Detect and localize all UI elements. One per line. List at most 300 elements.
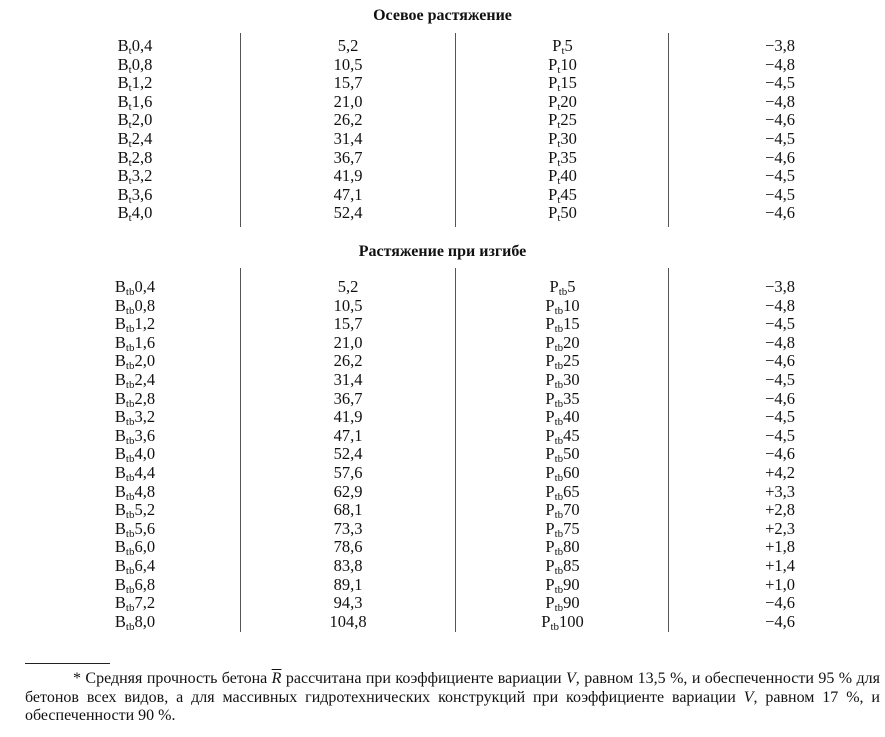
class-subscript: t bbox=[128, 45, 132, 57]
table-row bbox=[0, 427, 885, 446]
deviation: −4,5 bbox=[765, 166, 795, 186]
concrete-class bbox=[40, 464, 230, 483]
concrete-grade bbox=[465, 334, 660, 353]
grade-subscript: tb bbox=[554, 527, 564, 540]
class-value: 3,6 bbox=[134, 425, 156, 445]
class-subscript: tb bbox=[125, 304, 135, 317]
table-row bbox=[0, 297, 885, 316]
grade-letter: P bbox=[545, 555, 555, 575]
table-row bbox=[0, 576, 885, 595]
grade-subscript: t bbox=[557, 63, 561, 76]
grade-value: 40 bbox=[563, 407, 580, 427]
section-title-flexural-tension: Растяжение при изгибе bbox=[358, 243, 527, 260]
grade-subscript: t bbox=[557, 193, 561, 206]
deviation: +1,8 bbox=[765, 537, 795, 557]
mean-strength: 41,9 bbox=[333, 407, 363, 427]
concrete-grade bbox=[465, 130, 660, 149]
mean-strength: 41,9 bbox=[333, 166, 363, 186]
table-row bbox=[0, 483, 885, 502]
grade-value: 60 bbox=[563, 462, 580, 482]
grade-letter: P bbox=[545, 388, 555, 408]
grade-value: 50 bbox=[560, 203, 577, 223]
class-value: 0,4 bbox=[134, 277, 156, 296]
concrete-grade bbox=[465, 520, 660, 539]
deviation: −4,6 bbox=[765, 351, 795, 371]
grade-letter: P bbox=[545, 295, 555, 315]
grade-letter: P bbox=[545, 314, 555, 334]
grade-value: 90 bbox=[563, 593, 580, 613]
table-row bbox=[0, 613, 885, 632]
mean-strength: 15,7 bbox=[333, 314, 363, 334]
grade-letter: P bbox=[548, 203, 558, 223]
mean-strength: 36,7 bbox=[333, 147, 363, 167]
table-row bbox=[0, 390, 885, 409]
grade-subscript: t bbox=[557, 175, 561, 188]
class-value: 0,8 bbox=[134, 295, 156, 315]
grade-value: 30 bbox=[563, 369, 580, 389]
deviation: +2,3 bbox=[765, 518, 795, 538]
grade-value: 25 bbox=[560, 110, 577, 130]
concrete-grade bbox=[465, 408, 660, 427]
class-value: 3,6 bbox=[131, 184, 153, 204]
mean-strength: 31,4 bbox=[333, 128, 363, 148]
concrete-class bbox=[40, 520, 230, 539]
grade-subscript: tb bbox=[554, 602, 564, 615]
class-subscript: tb bbox=[125, 471, 135, 484]
class-value: 0,8 bbox=[131, 54, 153, 74]
table-row bbox=[0, 130, 885, 149]
grade-letter: P bbox=[545, 574, 555, 594]
deviation: −4,6 bbox=[765, 444, 795, 464]
class-letter: B bbox=[117, 54, 129, 74]
class-letter: B bbox=[117, 184, 129, 204]
mean-strength: 21,0 bbox=[333, 332, 363, 352]
concrete-grade bbox=[465, 315, 660, 334]
table-row bbox=[0, 93, 885, 112]
class-subscript: tb bbox=[125, 490, 135, 503]
footnote-text: , равном 17 %, и обеспеченности 90 %. bbox=[25, 688, 880, 724]
footnote-rule bbox=[25, 663, 110, 664]
concrete-grade bbox=[465, 352, 660, 371]
class-letter: B bbox=[114, 369, 126, 389]
grade-letter: P bbox=[545, 425, 555, 445]
mean-strength: 47,1 bbox=[333, 425, 363, 445]
class-subscript: t bbox=[128, 193, 132, 206]
class-value: 5,6 bbox=[134, 518, 156, 538]
mean-strength: 104,8 bbox=[329, 611, 367, 631]
concrete-class bbox=[40, 74, 230, 93]
grade-letter: P bbox=[545, 481, 555, 501]
concrete-grade bbox=[465, 297, 660, 316]
concrete-class bbox=[40, 557, 230, 576]
mean-strength: 94,3 bbox=[333, 593, 363, 613]
concrete-grade bbox=[465, 278, 660, 297]
class-value: 4,8 bbox=[134, 481, 156, 501]
concrete-class bbox=[40, 538, 230, 557]
grade-letter: P bbox=[548, 110, 558, 130]
concrete-grade bbox=[465, 464, 660, 483]
class-value: 6,0 bbox=[134, 537, 156, 557]
concrete-class bbox=[40, 93, 230, 112]
class-subscript: tb bbox=[125, 360, 135, 373]
class-value: 3,2 bbox=[134, 407, 156, 427]
grade-subscript: t bbox=[557, 156, 561, 169]
class-letter: B bbox=[114, 314, 126, 334]
class-subscript: t bbox=[128, 137, 132, 150]
table-row bbox=[0, 74, 885, 93]
class-value: 3,2 bbox=[131, 166, 153, 186]
class-value: 2,4 bbox=[131, 128, 153, 148]
table-row bbox=[0, 167, 885, 186]
concrete-class bbox=[40, 130, 230, 149]
class-letter: B bbox=[114, 500, 126, 520]
grade-subscript: tb bbox=[554, 453, 564, 466]
grade-subscript: tb bbox=[554, 509, 564, 522]
class-letter: B bbox=[114, 444, 126, 464]
class-letter: B bbox=[114, 295, 126, 315]
grade-value: 65 bbox=[563, 481, 580, 501]
concrete-class bbox=[40, 149, 230, 168]
concrete-grade bbox=[465, 37, 660, 56]
footnote-text: * Средняя прочность бетона bbox=[73, 670, 272, 687]
concrete-class bbox=[40, 594, 230, 613]
class-value: 2,0 bbox=[134, 351, 156, 371]
grade-subscript: tb bbox=[554, 416, 564, 429]
class-value: 1,6 bbox=[131, 91, 153, 111]
deviation: −4,8 bbox=[765, 295, 795, 315]
grade-letter: P bbox=[545, 593, 555, 613]
grade-subscript: t bbox=[557, 212, 561, 225]
grade-subscript: tb bbox=[554, 583, 564, 596]
grade-value: 25 bbox=[563, 351, 580, 371]
class-subscript: t bbox=[128, 63, 132, 76]
class-value: 6,4 bbox=[134, 555, 156, 575]
concrete-grade bbox=[465, 111, 660, 130]
deviation: +1,0 bbox=[765, 574, 795, 594]
deviation: −4,6 bbox=[765, 611, 795, 631]
mean-strength: 83,8 bbox=[333, 555, 363, 575]
class-value: 2,8 bbox=[131, 147, 153, 167]
grade-subscript: t bbox=[557, 137, 561, 150]
concrete-class bbox=[40, 278, 230, 297]
mean-strength: 31,4 bbox=[333, 369, 363, 389]
grade-value: 70 bbox=[563, 500, 580, 520]
class-subscript: t bbox=[128, 175, 132, 188]
concrete-grade bbox=[465, 149, 660, 168]
footnote bbox=[25, 670, 880, 726]
class-letter: B bbox=[117, 91, 129, 111]
mean-strength: 15,7 bbox=[333, 73, 363, 93]
concrete-grade bbox=[465, 501, 660, 520]
concrete-grade bbox=[465, 167, 660, 186]
deviation: −4,6 bbox=[765, 203, 795, 223]
class-value: 2,4 bbox=[134, 369, 156, 389]
class-letter: B bbox=[114, 462, 126, 482]
deviation: +4,2 bbox=[765, 462, 795, 482]
deviation: −4,5 bbox=[765, 73, 795, 93]
class-subscript: t bbox=[128, 100, 132, 113]
grade-subscript: tb bbox=[554, 378, 564, 391]
grade-letter: P bbox=[545, 500, 555, 520]
class-letter: B bbox=[114, 593, 126, 613]
grade-value: 100 bbox=[559, 611, 584, 631]
class-letter: B bbox=[114, 425, 126, 445]
concrete-class bbox=[40, 613, 230, 632]
class-value: 4,0 bbox=[134, 444, 156, 464]
class-subscript: tb bbox=[125, 602, 135, 615]
grade-value: 15 bbox=[560, 73, 577, 93]
class-subscript: t bbox=[128, 119, 132, 132]
class-letter: B bbox=[114, 332, 126, 352]
grade-subscript: t bbox=[561, 45, 565, 57]
class-subscript: tb bbox=[125, 286, 135, 298]
class-letter: B bbox=[114, 407, 126, 427]
concrete-grade bbox=[465, 93, 660, 112]
deviation: −3,8 bbox=[765, 277, 795, 296]
grade-letter: P bbox=[549, 277, 559, 296]
grade-subscript: tb bbox=[554, 434, 564, 447]
footnote-text: рассчитана при коэффициенте вариации bbox=[281, 670, 567, 687]
table-row bbox=[0, 464, 885, 483]
class-letter: B bbox=[117, 203, 129, 223]
grade-letter: P bbox=[545, 518, 555, 538]
mean-strength: 26,2 bbox=[333, 110, 363, 130]
deviation: −4,8 bbox=[765, 91, 795, 111]
table-row bbox=[0, 204, 885, 223]
grade-letter: P bbox=[545, 351, 555, 371]
class-value: 1,2 bbox=[134, 314, 156, 334]
grade-letter: P bbox=[552, 36, 562, 55]
concrete-class bbox=[40, 483, 230, 502]
grade-subscript: t bbox=[557, 119, 561, 132]
concrete-grade bbox=[465, 538, 660, 557]
grade-value: 45 bbox=[563, 425, 580, 445]
table-row bbox=[0, 278, 885, 297]
class-letter: B bbox=[114, 481, 126, 501]
mean-strength: 47,1 bbox=[333, 184, 363, 204]
class-value: 6,8 bbox=[134, 574, 156, 594]
grade-letter: P bbox=[545, 407, 555, 427]
concrete-grade bbox=[465, 483, 660, 502]
table-row bbox=[0, 111, 885, 130]
grade-letter: P bbox=[548, 54, 558, 74]
mean-strength: 21,0 bbox=[333, 91, 363, 111]
mean-strength: 10,5 bbox=[333, 54, 363, 74]
class-subscript: tb bbox=[125, 341, 135, 354]
grade-value: 35 bbox=[560, 147, 577, 167]
class-value: 1,2 bbox=[131, 73, 153, 93]
mean-strength: 5,2 bbox=[337, 277, 359, 296]
table-row bbox=[0, 334, 885, 353]
class-subscript: tb bbox=[125, 546, 135, 559]
deviation: −3,8 bbox=[765, 36, 795, 55]
concrete-grade bbox=[465, 594, 660, 613]
grade-value: 50 bbox=[563, 444, 580, 464]
mean-strength: 36,7 bbox=[333, 388, 363, 408]
grade-subscript: t bbox=[557, 82, 561, 95]
grade-subscript: tb bbox=[554, 304, 564, 317]
class-subscript: tb bbox=[125, 434, 135, 447]
class-subscript: tb bbox=[125, 583, 135, 596]
grade-subscript: tb bbox=[554, 564, 564, 577]
deviation: +1,4 bbox=[765, 555, 795, 575]
footnote-text: , равном 13,5 %, и обеспеченности 95 % для бетонов всех видов, а для массивных гидротехнических конструкций при коэффициенте вариации bbox=[25, 670, 880, 706]
grade-subscript: tb bbox=[554, 323, 564, 336]
table-axial-tension bbox=[0, 33, 885, 227]
concrete-class bbox=[40, 111, 230, 130]
grade-letter: P bbox=[548, 166, 558, 186]
concrete-grade bbox=[465, 390, 660, 409]
class-value: 7,2 bbox=[134, 593, 156, 613]
class-subscript: tb bbox=[125, 397, 135, 410]
class-letter: B bbox=[117, 128, 129, 148]
class-letter: B bbox=[114, 555, 126, 575]
grade-value: 20 bbox=[563, 332, 580, 352]
grade-value: 90 bbox=[563, 574, 580, 594]
table-flexural-tension bbox=[0, 268, 885, 632]
mean-strength: 89,1 bbox=[333, 574, 363, 594]
class-subscript: tb bbox=[125, 378, 135, 391]
concrete-class bbox=[40, 390, 230, 409]
class-value: 4,0 bbox=[131, 203, 153, 223]
table-row bbox=[0, 445, 885, 464]
concrete-class bbox=[40, 576, 230, 595]
class-value: 4,4 bbox=[134, 462, 156, 482]
grade-value: 45 bbox=[560, 184, 577, 204]
grade-subscript: tb bbox=[554, 360, 564, 373]
concrete-class bbox=[40, 445, 230, 464]
class-subscript: tb bbox=[125, 416, 135, 429]
class-value: 8,0 bbox=[134, 611, 156, 631]
footnote-symbol-v: V bbox=[743, 688, 754, 706]
grade-subscript: tb bbox=[550, 620, 559, 633]
class-letter: B bbox=[117, 110, 129, 130]
grade-letter: P bbox=[548, 128, 558, 148]
class-subscript: t bbox=[128, 82, 132, 95]
mean-strength: 10,5 bbox=[333, 295, 363, 315]
grade-value: 5 bbox=[564, 36, 573, 55]
grade-letter: P bbox=[545, 537, 555, 557]
concrete-class bbox=[40, 56, 230, 75]
concrete-class bbox=[40, 186, 230, 205]
table-row bbox=[0, 315, 885, 334]
class-letter: B bbox=[114, 611, 126, 631]
class-value: 2,0 bbox=[131, 110, 153, 130]
class-letter: B bbox=[117, 147, 129, 167]
grade-value: 10 bbox=[563, 295, 580, 315]
concrete-class bbox=[40, 297, 230, 316]
class-subscript: tb bbox=[125, 509, 135, 522]
concrete-class bbox=[40, 352, 230, 371]
grade-subscript: tb bbox=[554, 397, 564, 410]
concrete-grade bbox=[465, 445, 660, 464]
grade-letter: P bbox=[548, 147, 558, 167]
mean-strength: 5,2 bbox=[337, 36, 359, 55]
grade-subscript: tb bbox=[554, 341, 564, 354]
grade-value: 10 bbox=[560, 54, 577, 74]
concrete-class bbox=[40, 315, 230, 334]
grade-letter: P bbox=[548, 73, 558, 93]
concrete-grade bbox=[465, 74, 660, 93]
class-letter: B bbox=[117, 166, 129, 186]
deviation: +2,8 bbox=[765, 500, 795, 520]
concrete-grade bbox=[465, 613, 660, 632]
table-row bbox=[0, 408, 885, 427]
class-value: 1,6 bbox=[134, 332, 156, 352]
grade-letter: P bbox=[545, 444, 555, 464]
grade-value: 30 bbox=[560, 128, 577, 148]
class-subscript: tb bbox=[125, 453, 135, 466]
class-letter: B bbox=[114, 574, 126, 594]
grade-subscript: tb bbox=[554, 490, 564, 503]
class-value: 0,4 bbox=[131, 36, 153, 55]
mean-strength: 62,9 bbox=[333, 481, 363, 501]
table-row bbox=[0, 371, 885, 390]
mean-strength: 57,6 bbox=[333, 462, 363, 482]
mean-strength: 68,1 bbox=[333, 500, 363, 520]
grade-value: 75 bbox=[563, 518, 580, 538]
concrete-grade bbox=[465, 56, 660, 75]
table-row bbox=[0, 520, 885, 539]
concrete-class bbox=[40, 371, 230, 390]
class-subscript: tb bbox=[125, 620, 135, 633]
grade-value: 40 bbox=[560, 166, 577, 186]
deviation: −4,8 bbox=[765, 332, 795, 352]
deviation: −4,5 bbox=[765, 407, 795, 427]
mean-strength: 78,6 bbox=[333, 537, 363, 557]
deviation: −4,6 bbox=[765, 593, 795, 613]
mean-strength: 73,3 bbox=[333, 518, 363, 538]
grade-letter: P bbox=[541, 611, 551, 631]
class-letter: B bbox=[117, 36, 129, 55]
table-row bbox=[0, 149, 885, 168]
grade-value: 85 bbox=[563, 555, 580, 575]
table-row bbox=[0, 37, 885, 56]
concrete-grade bbox=[465, 576, 660, 595]
table-row bbox=[0, 56, 885, 75]
class-letter: B bbox=[117, 73, 129, 93]
deviation: −4,5 bbox=[765, 425, 795, 445]
deviation: −4,5 bbox=[765, 314, 795, 334]
class-letter: B bbox=[114, 277, 126, 296]
table-row bbox=[0, 501, 885, 520]
grade-value: 15 bbox=[563, 314, 580, 334]
mean-strength: 52,4 bbox=[333, 203, 363, 223]
grade-subscript: t bbox=[557, 100, 561, 113]
footnote-symbol-v: V bbox=[566, 670, 576, 687]
grade-letter: P bbox=[545, 332, 555, 352]
concrete-class bbox=[40, 204, 230, 223]
table-row bbox=[0, 594, 885, 613]
class-subscript: t bbox=[128, 156, 132, 169]
class-letter: B bbox=[114, 388, 126, 408]
deviation: −4,5 bbox=[765, 128, 795, 148]
footnote-symbol-r: $\overline{R}$ bbox=[271, 670, 282, 687]
table-row bbox=[0, 186, 885, 205]
concrete-class bbox=[40, 427, 230, 446]
grade-subscript: tb bbox=[554, 471, 564, 484]
grade-letter: P bbox=[545, 369, 555, 389]
class-subscript: t bbox=[128, 212, 132, 225]
section-title-axial-tension: Осевое растяжение bbox=[373, 7, 512, 24]
class-value: 2,8 bbox=[134, 388, 156, 408]
concrete-grade bbox=[465, 204, 660, 223]
grade-value: 20 bbox=[560, 91, 577, 111]
deviation: +3,3 bbox=[765, 481, 795, 501]
mean-strength: 52,4 bbox=[333, 444, 363, 464]
class-letter: B bbox=[114, 537, 126, 557]
concrete-class bbox=[40, 408, 230, 427]
